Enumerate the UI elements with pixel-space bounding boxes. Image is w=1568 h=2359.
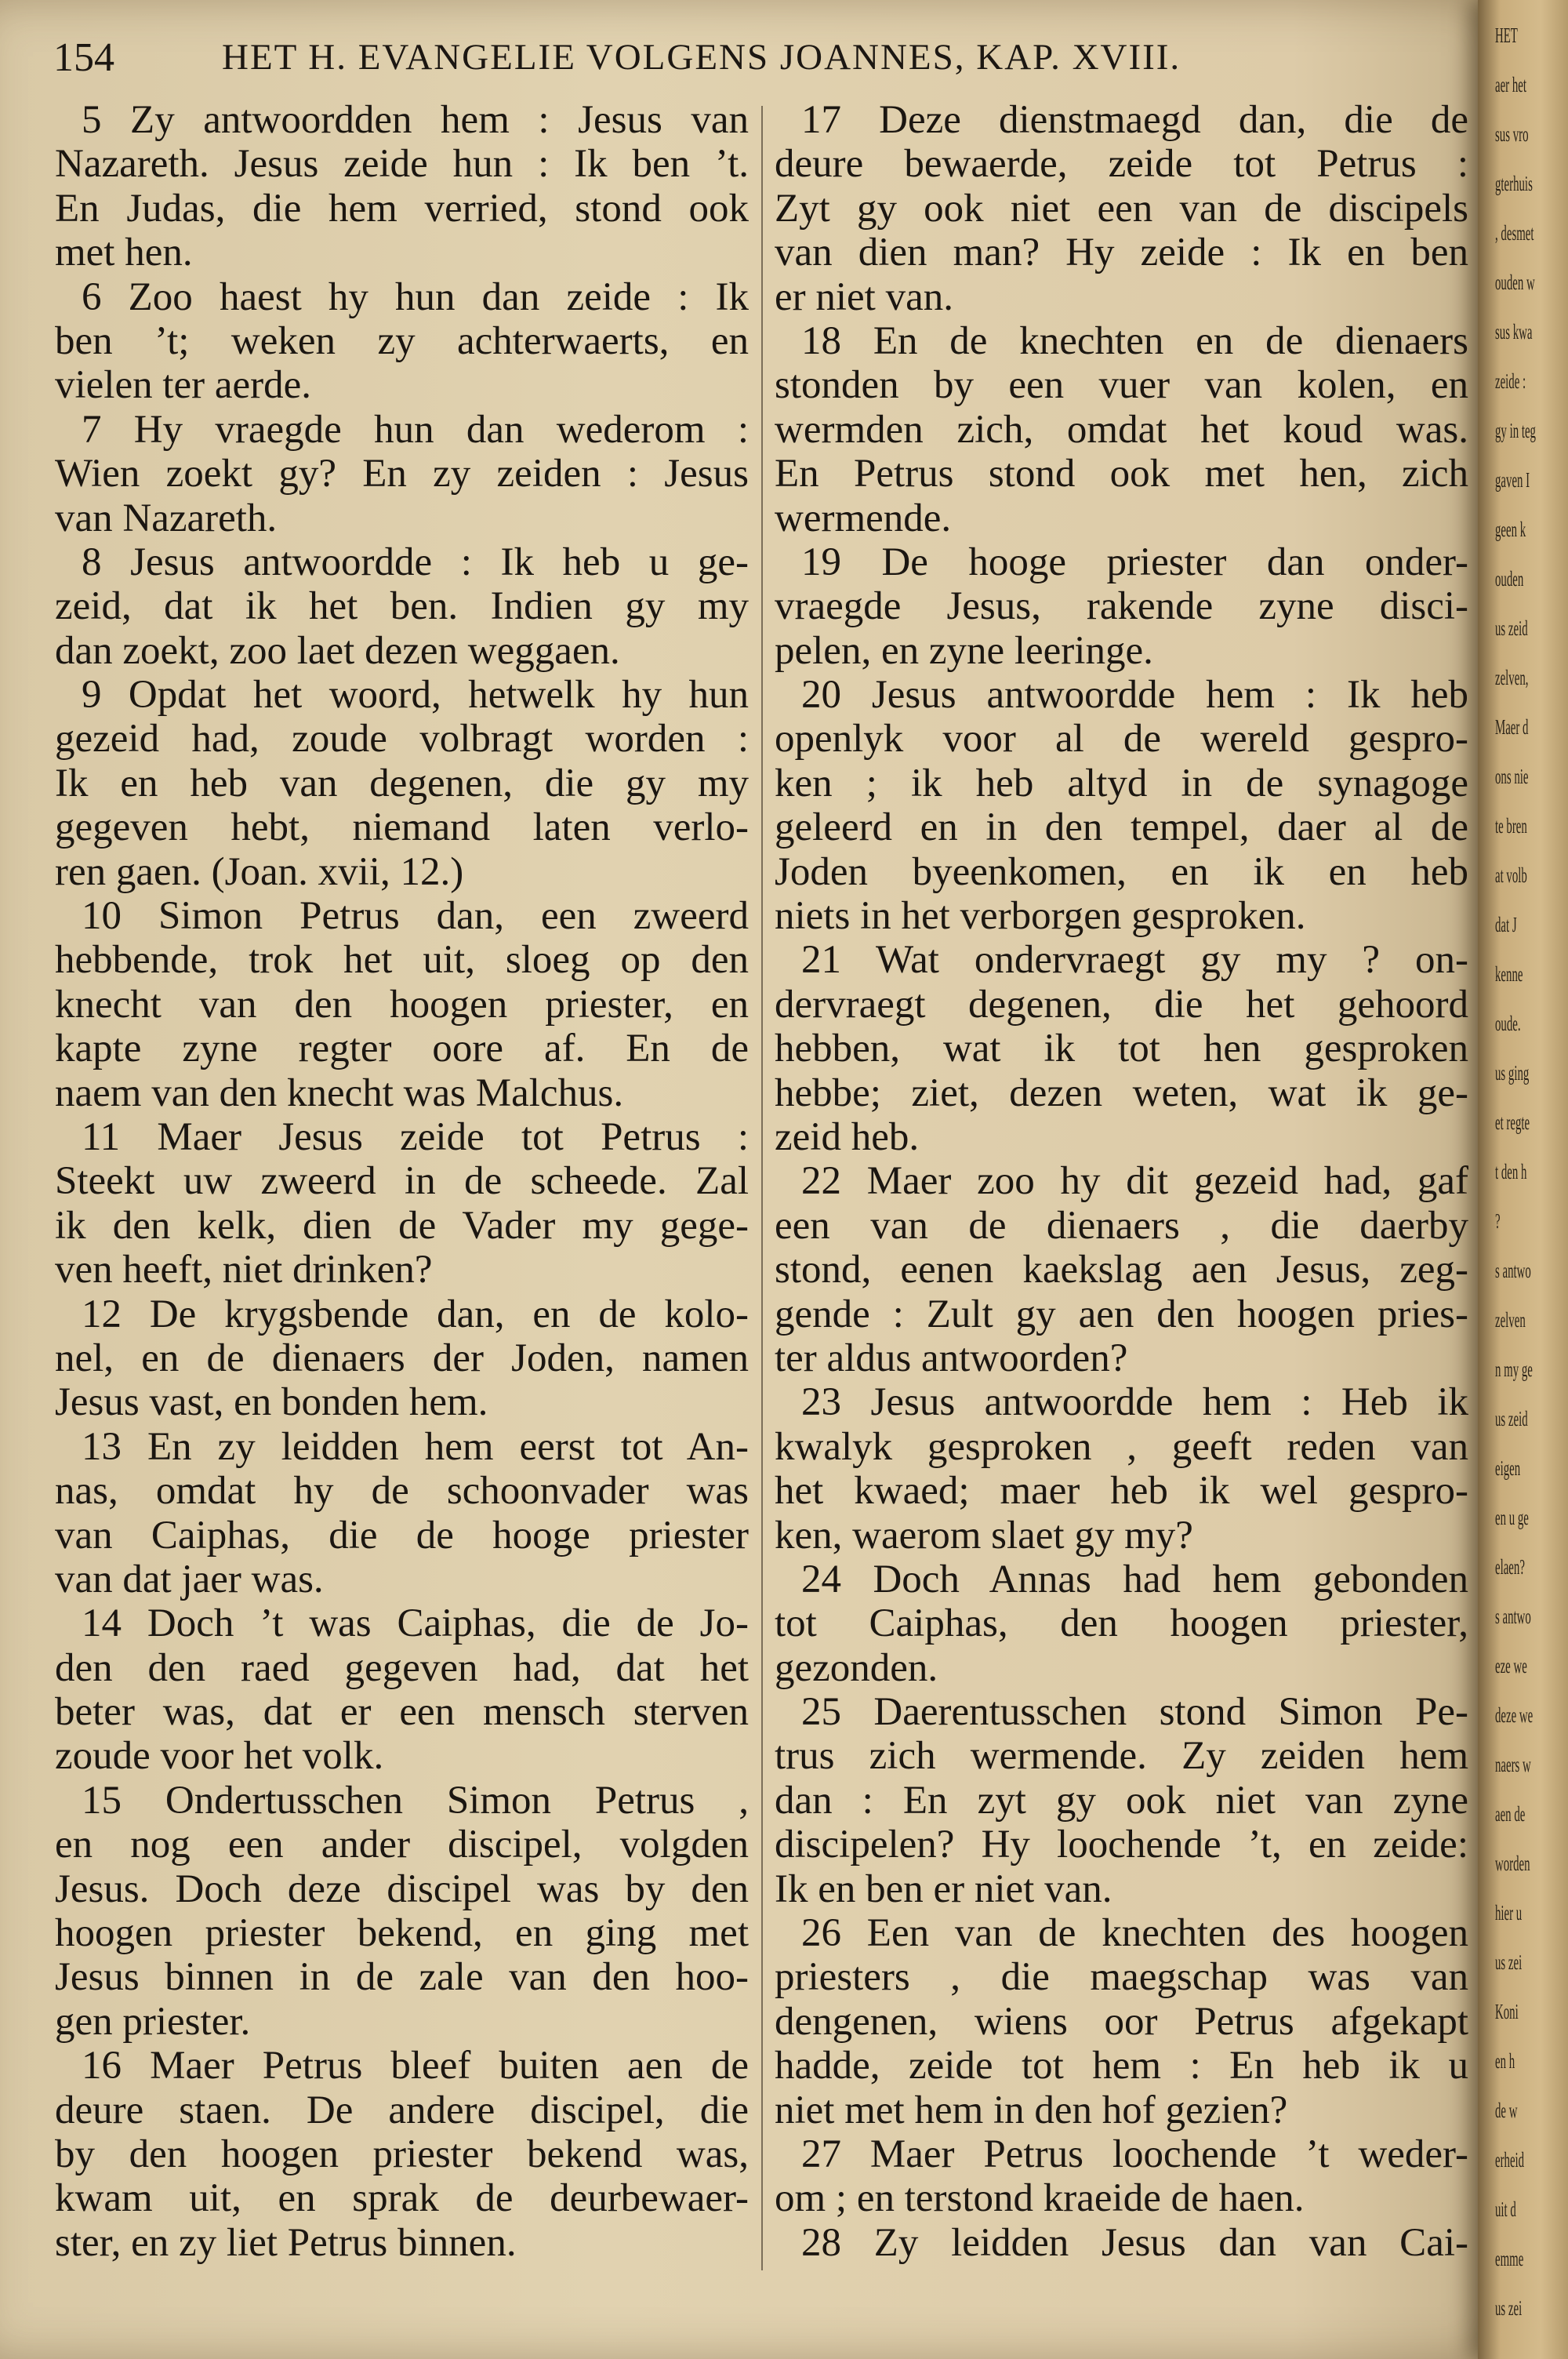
page-number: 154	[53, 35, 114, 80]
text-line: en nog een ander discipel, volgden	[55, 1823, 749, 1867]
text-line: ben ’t; weken zy achterwaerts, en	[55, 318, 749, 363]
text-line: gegeven hebt, niemand laten verlo-	[55, 805, 749, 850]
text-line: zeid heb.	[775, 1114, 920, 1159]
text-line: gezeid had, zoude volbragt worden :	[55, 717, 749, 761]
text-line: van Caiphas, die de hooge priester	[55, 1513, 749, 1558]
text-line: 8 Jesus antwoordde : Ik heb u ge-	[82, 540, 749, 584]
text-line: hebbende, trok het uit, sloeg op den	[55, 938, 749, 983]
page-edge-fragment: s antwo	[1495, 1259, 1531, 1282]
page-edge-fragment: aer het	[1495, 73, 1526, 96]
text-line: ik den kelk, dien de Vader my gege-	[55, 1203, 749, 1248]
text-line: priesters , die maegschap was van	[775, 1955, 1468, 2000]
text-line: kapte zyne regter oore af. En de	[55, 1027, 749, 1071]
text-line: om ; en terstond kraeide de haen.	[775, 2176, 1305, 2221]
text-line: 13 En zy leidden hem eerst tot An-	[82, 1424, 749, 1469]
text-line: een van de dienaers , die daerby	[775, 1203, 1468, 1248]
text-line: met hen.	[55, 231, 193, 275]
text-line: hadde, zeide tot hem : En heb ik u	[775, 2044, 1468, 2088]
text-line: Jesus vast, en bonden hem.	[55, 1380, 488, 1425]
text-line: er niet van.	[775, 274, 953, 319]
text-line: het kwaed; maer heb ik wel gespro-	[775, 1469, 1468, 1514]
page-edge-fragment: de w	[1495, 2099, 1518, 2122]
page-edge-fragment: oude.	[1495, 1012, 1521, 1035]
text-line: Zyt gy ook niet een van de discipels	[775, 186, 1468, 231]
text-line: trus zich wermende. Zy zeiden hem	[775, 1734, 1468, 1779]
text-line: 25 Daerentusschen stond Simon Pe-	[801, 1690, 1468, 1735]
text-line: openlyk voor al de wereld gespro-	[775, 717, 1468, 761]
page-edge-fragment: naers w	[1495, 1753, 1531, 1776]
text-line: gende : Zult gy aen den hoogen pries-	[775, 1292, 1468, 1336]
text-line: 16 Maer Petrus bleef buiten aen de	[82, 2044, 749, 2088]
text-line: hebbe; ziet, dezen weten, wat ik ge-	[775, 1070, 1468, 1115]
page-edge-fragment: eze we	[1495, 1654, 1527, 1677]
page-edge-fragment: en u ge	[1495, 1506, 1529, 1529]
text-line: van Nazareth.	[55, 496, 278, 540]
text-line: tot Caiphas, den hoogen priester,	[775, 1601, 1468, 1646]
text-line: 24 Doch Annas had hem gebonden	[801, 1557, 1468, 1601]
text-line: wermden zich, omdat het koud was.	[775, 407, 1468, 452]
page-edge-fragment: dat J	[1495, 913, 1517, 936]
page-edge-fragment: zelven	[1495, 1308, 1526, 1332]
text-line: ter aldus antwoorden?	[775, 1336, 1128, 1380]
page-edge-fragment: ouden	[1495, 567, 1524, 591]
text-line: gen priester.	[55, 1999, 251, 2044]
text-line: 9 Opdat het woord, hetwelk hy hun	[82, 673, 749, 718]
text-line: 19 De hooge priester dan onder-	[801, 540, 1468, 584]
page-edge-fragment: elaen?	[1495, 1555, 1525, 1579]
page-edge-fragment: gaven I	[1495, 468, 1530, 492]
page-edge-fragment: sus kwa	[1495, 320, 1533, 343]
text-line: deure staen. De andere discipel, die	[55, 2088, 749, 2132]
text-line: nel, en de dienaers der Joden, namen	[55, 1336, 749, 1380]
page-edge-fragment: s antwo	[1495, 1605, 1531, 1628]
text-line: 18 En de knechten en de dienaers	[801, 318, 1468, 363]
text-line: 5 Zy antwoordden hem : Jesus van	[82, 98, 749, 142]
text-line: discipelen? Hy loochende ’t, en zeide:	[775, 1823, 1468, 1867]
text-line: van dat jaer was.	[55, 1557, 324, 1601]
page-edge-fragment: us zeid	[1495, 616, 1528, 640]
page-edge-fragment: us zei	[1495, 1950, 1523, 1974]
text-line: geleerd en in den tempel, daer al de	[775, 805, 1468, 850]
page-edge-fragment: worden	[1495, 1852, 1530, 1875]
text-line: 23 Jesus antwoordde hem : Heb ik	[801, 1380, 1468, 1425]
page-edge-fragment: Maer d	[1495, 715, 1529, 739]
page-edge-fragment: emme	[1495, 2247, 1524, 2270]
text-line: 17 Deze dienstmaegd dan, die de	[801, 98, 1468, 142]
page-edge-fragment: sus vro	[1495, 122, 1529, 146]
page-edge-fragment: geen k	[1495, 518, 1526, 541]
text-line: kwam uit, en sprak de deurbewaer-	[55, 2176, 749, 2221]
text-line: 11 Maer Jesus zeide tot Petrus :	[82, 1114, 749, 1159]
text-line: niets in het verborgen gesproken.	[775, 894, 1306, 939]
page-edge-fragment: , desmet	[1495, 221, 1534, 245]
text-line: Joden byeenkomen, en ik en heb	[775, 849, 1468, 894]
page-header	[53, 35, 1308, 89]
page-edge-fragment: at volb	[1495, 863, 1527, 887]
text-line: vielen ter aerde.	[55, 363, 312, 408]
text-line: hebben, wat ik tot hen gesproken	[775, 1027, 1468, 1071]
text-line: vraegde Jesus, rakende zyne disci-	[775, 584, 1468, 629]
text-line: wermende.	[775, 496, 952, 540]
text-line: 28 Zy leidden Jesus dan van Cai-	[801, 2220, 1468, 2265]
page-edge-fragment: HET	[1495, 24, 1518, 47]
text-line: Jesus binnen in de zale van den hoo-	[55, 1955, 749, 2000]
text-line: 15 Ondertusschen Simon Petrus ,	[82, 1778, 749, 1823]
text-line: 22 Maer zoo hy dit gezeid had, gaf	[801, 1159, 1468, 1204]
text-line: dan zoekt, zoo laet dezen weggaen.	[55, 628, 620, 673]
text-line: En Petrus stond ook met hen, zich	[775, 452, 1468, 496]
running-title: HET H. EVANGELIE VOLGENS JOANNES, KAP. XVIII.	[222, 37, 1181, 78]
text-line: 26 Een van de knechten des hoogen	[801, 1911, 1468, 1956]
text-line: 7 Hy vraegde hun dan wederom :	[82, 407, 749, 452]
page-edge-fragment: ouden w	[1495, 271, 1535, 294]
page-edge-fragment: us ging	[1495, 1061, 1530, 1085]
text-line: dan : En zyt gy ook niet van zyne	[775, 1778, 1468, 1823]
page-edge-fragment: ?	[1495, 1209, 1501, 1233]
adjacent-page-edge	[1478, 0, 1568, 2359]
page-edge-fragment: en h	[1495, 2049, 1515, 2073]
text-line: 21 Wat ondervraegt gy my ? on-	[801, 938, 1468, 983]
text-line: ken ; ik heb altyd in de synagoge	[775, 761, 1468, 805]
text-line: by den hoogen priester bekend was,	[55, 2132, 749, 2176]
page-edge-fragment: ons nie	[1495, 765, 1529, 788]
page-edge-fragment: et regte	[1495, 1110, 1530, 1134]
text-line: En Judas, die hem verried, stond ook	[55, 186, 749, 231]
text-line: Ik en heb van degenen, die gy my	[55, 761, 749, 805]
text-line: deure bewaerde, zeide tot Petrus :	[775, 142, 1468, 187]
text-line: Steekt uw zweerd in de scheede. Zal	[55, 1159, 749, 1204]
column-divider	[761, 106, 763, 2270]
text-line: Ik en ben er niet van.	[775, 1866, 1112, 1911]
text-line: dervraegt degenen, die het gehoord	[775, 982, 1468, 1027]
text-line: pelen, en zyne leeringe.	[775, 628, 1153, 673]
page-edge-fragment: aen de	[1495, 1802, 1526, 1826]
text-line: 27 Maer Petrus loochende ’t weder-	[801, 2132, 1468, 2176]
text-line: Wien zoekt gy? En zy zeiden : Jesus	[55, 452, 749, 496]
text-line: 12 De krygsbende dan, en de kolo-	[82, 1292, 749, 1336]
page-edge-fragment: zeide :	[1495, 369, 1526, 393]
text-line: stonden by een vuer van kolen, en	[775, 363, 1468, 408]
text-line: Nazareth. Jesus zeide hun : Ik ben ’t.	[55, 142, 749, 187]
text-line: gezonden.	[775, 1645, 938, 1690]
text-line: stond, eenen kaekslag aen Jesus, zeg-	[775, 1248, 1468, 1292]
text-line: 14 Doch ’t was Caiphas, die de Jo-	[82, 1601, 749, 1646]
page-edge-fragment: gy in teg	[1495, 419, 1536, 442]
page-edge-fragment: us zei	[1495, 2296, 1523, 2320]
text-line: knecht van den hoogen priester, en	[55, 982, 749, 1027]
page-edge-fragment: eigen	[1495, 1456, 1521, 1480]
text-line: 10 Simon Petrus dan, een zweerd	[82, 894, 749, 939]
text-line: van dien man? Hy zeide : Ik en ben	[775, 231, 1468, 275]
page-edge-fragment: te bren	[1495, 814, 1527, 838]
page-edge-fragment: gterhuis	[1495, 172, 1533, 195]
page-edge-fragment: zelven,	[1495, 666, 1529, 689]
text-line: zeid, dat ik het ben. Indien gy my	[55, 584, 749, 629]
page-edge-fragment: erheid	[1495, 2148, 1525, 2172]
text-line: niet met hem in den hof gezien?	[775, 2088, 1288, 2132]
text-line: ren gaen. (Joan. xvii, 12.)	[55, 849, 464, 894]
text-line: zoude voor het volk.	[55, 1734, 384, 1779]
text-line: kwalyk gesproken , geeft reden van	[775, 1424, 1468, 1469]
text-line: nas, omdat hy de schoonvader was	[55, 1469, 749, 1514]
page-edge-fragment: kenne	[1495, 962, 1523, 986]
left-text-column	[55, 98, 749, 2265]
page-edge-fragment: us zeid	[1495, 1407, 1528, 1430]
text-line: ster, en zy liet Petrus binnen.	[55, 2220, 517, 2265]
page-edge-fragment: deze we	[1495, 1703, 1534, 1727]
page-edge-fragment: hier u	[1495, 1901, 1523, 1925]
text-line: 6 Zoo haest hy hun dan zeide : Ik	[82, 274, 749, 319]
text-line: naem van den knecht was Malchus.	[55, 1070, 624, 1115]
text-line: ken, waerom slaet gy my?	[775, 1513, 1193, 1558]
text-line: 20 Jesus antwoordde hem : Ik heb	[801, 673, 1468, 718]
text-line: ven heeft, niet drinken?	[55, 1248, 433, 1292]
right-text-column	[775, 98, 1468, 2265]
page-edge-fragment: n my ge	[1495, 1358, 1533, 1381]
text-line: hoogen priester bekend, en ging met	[55, 1911, 749, 1956]
text-line: Jesus. Doch deze discipel was by den	[55, 1866, 749, 1911]
page-edge-fragment: Koni	[1495, 2000, 1519, 2023]
page-edge-fragment: uit d	[1495, 2197, 1516, 2221]
text-line: beter was, dat er een mensch sterven	[55, 1690, 749, 1735]
text-line: dengenen, wiens oor Petrus afgekapt	[775, 1999, 1468, 2044]
text-line: den den raed gegeven had, dat het	[55, 1645, 749, 1690]
page-edge-fragment: t den h	[1495, 1160, 1527, 1183]
